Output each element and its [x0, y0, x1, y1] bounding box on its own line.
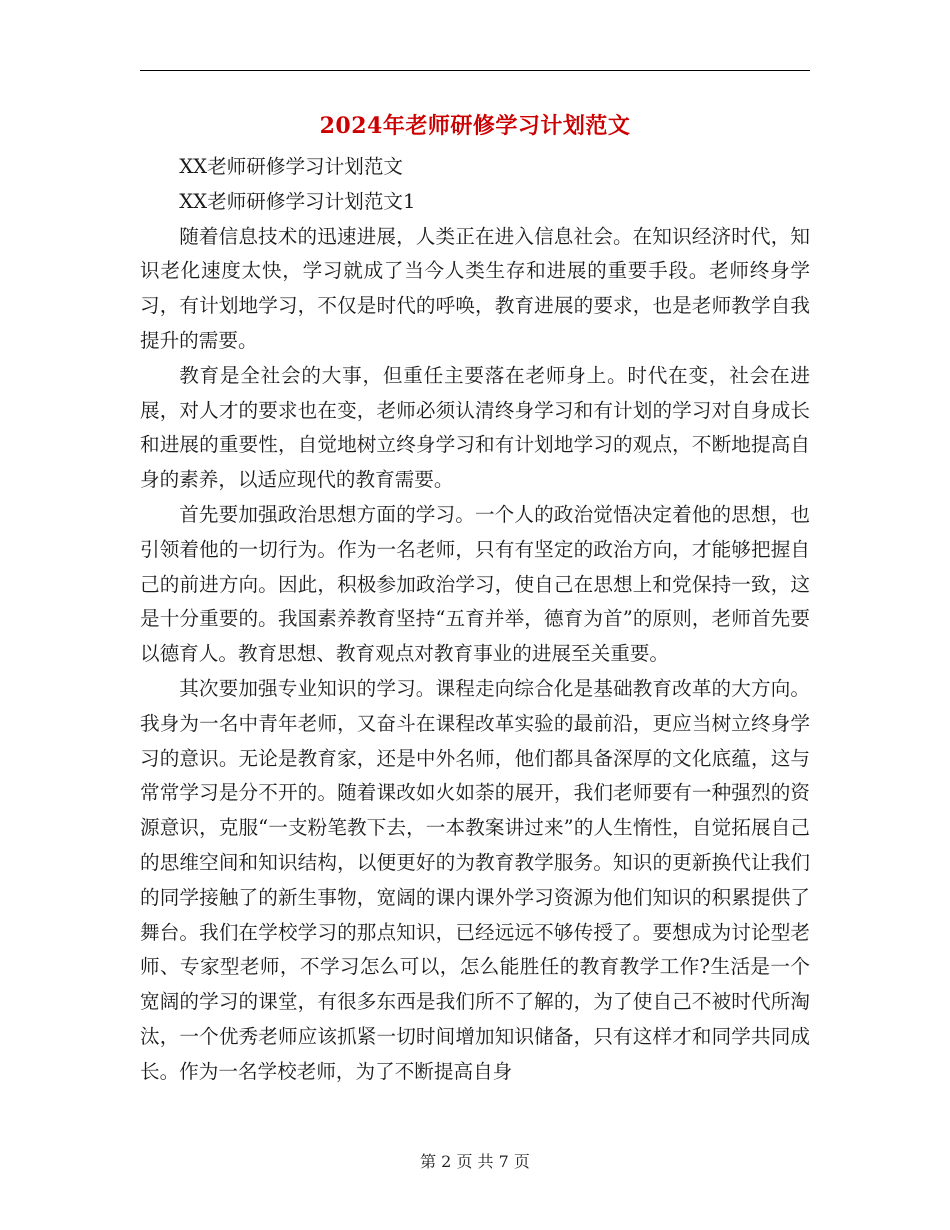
paragraph-heading: XX老师研修学习计划范文 — [179, 155, 404, 178]
paragraph: 其次要加强专业知识的学习。课程走向综合化是基础教育改革的大方向。我身为一名中青年老师，又奋斗在课程改革实验的最前沿，更应当树立终身学习的意识。无论是教育家，还是中外名师，他们都具备深厚的文化底蕴，这与常常学习是分不开的。随着课改如火如荼的展开，我们老师要有一种强烈的资源意识，克服“一支粉笔教下去，一本教案讲过来”的人生惰性，自觉拓展自己的思维空间和知识结构，以便更好的为教育教学服务。知识的更新换代让我们的同学接触了的新生事物，宽阔的课内课外学习资源为他们知识的积累提供了舞台。我们在学校学习的那点知识，已经远远不够传授了。要想成为讨论型老师、专家型老师，不学习怎么可以，怎么能胜任的教育教学工作?生活是一个宽阔的学习的课堂，有很多东西是我们所不了解的，为了使自己不被时代所淘汰，一个优秀老师应该抓紧一切时间增加知识储备，只有这样才和同学共同成长。作为一名学校老师，为了不断提高自身 — [140, 676, 810, 1083]
header-rule — [140, 70, 810, 71]
document-title: 2024年老师研修学习计划范文 — [319, 113, 631, 139]
paragraph: 首先要加强政治思想方面的学习。一个人的政治觉悟决定着他的思想，也引领着他的一切行为。作为一名老师，只有有坚定的政治方向，才能够把握自己的前进方向。因此，积极参加政治学习，使自己在思想上和党保持一致，这是十分重要的。我国素养教育坚持“五育并举，德育为首”的原则，老师首先要以德育人。教育思想、教育观点对教育事业的进展至关重要。 — [140, 502, 810, 666]
document-body — [140, 150, 810, 1090]
paragraph-subheading: XX老师研修学习计划范文1 — [179, 189, 416, 213]
paragraph: 随着信息技术的迅速进展，人类正在进入信息社会。在知识经济时代，知识老化速度太快，学习就成了当今人类生存和进展的重要手段。老师终身学习，有计划地学习，不仅是时代的呼唤，教育进展的要求，也是老师教学自我提升的需要。 — [140, 224, 810, 352]
paragraph: 教育是全社会的大事，但重任主要落在老师身上。时代在变，社会在进展，对人才的要求也在变，老师必须认清终身学习和有计划的学习对自身成长和进展的重要性，自觉地树立终身学习和有计划地学习的观点，不断地提高自身的素养，以适应现代的教育需要。 — [140, 363, 810, 492]
page-number: 第 2 页 共 7 页 — [420, 1152, 530, 1171]
